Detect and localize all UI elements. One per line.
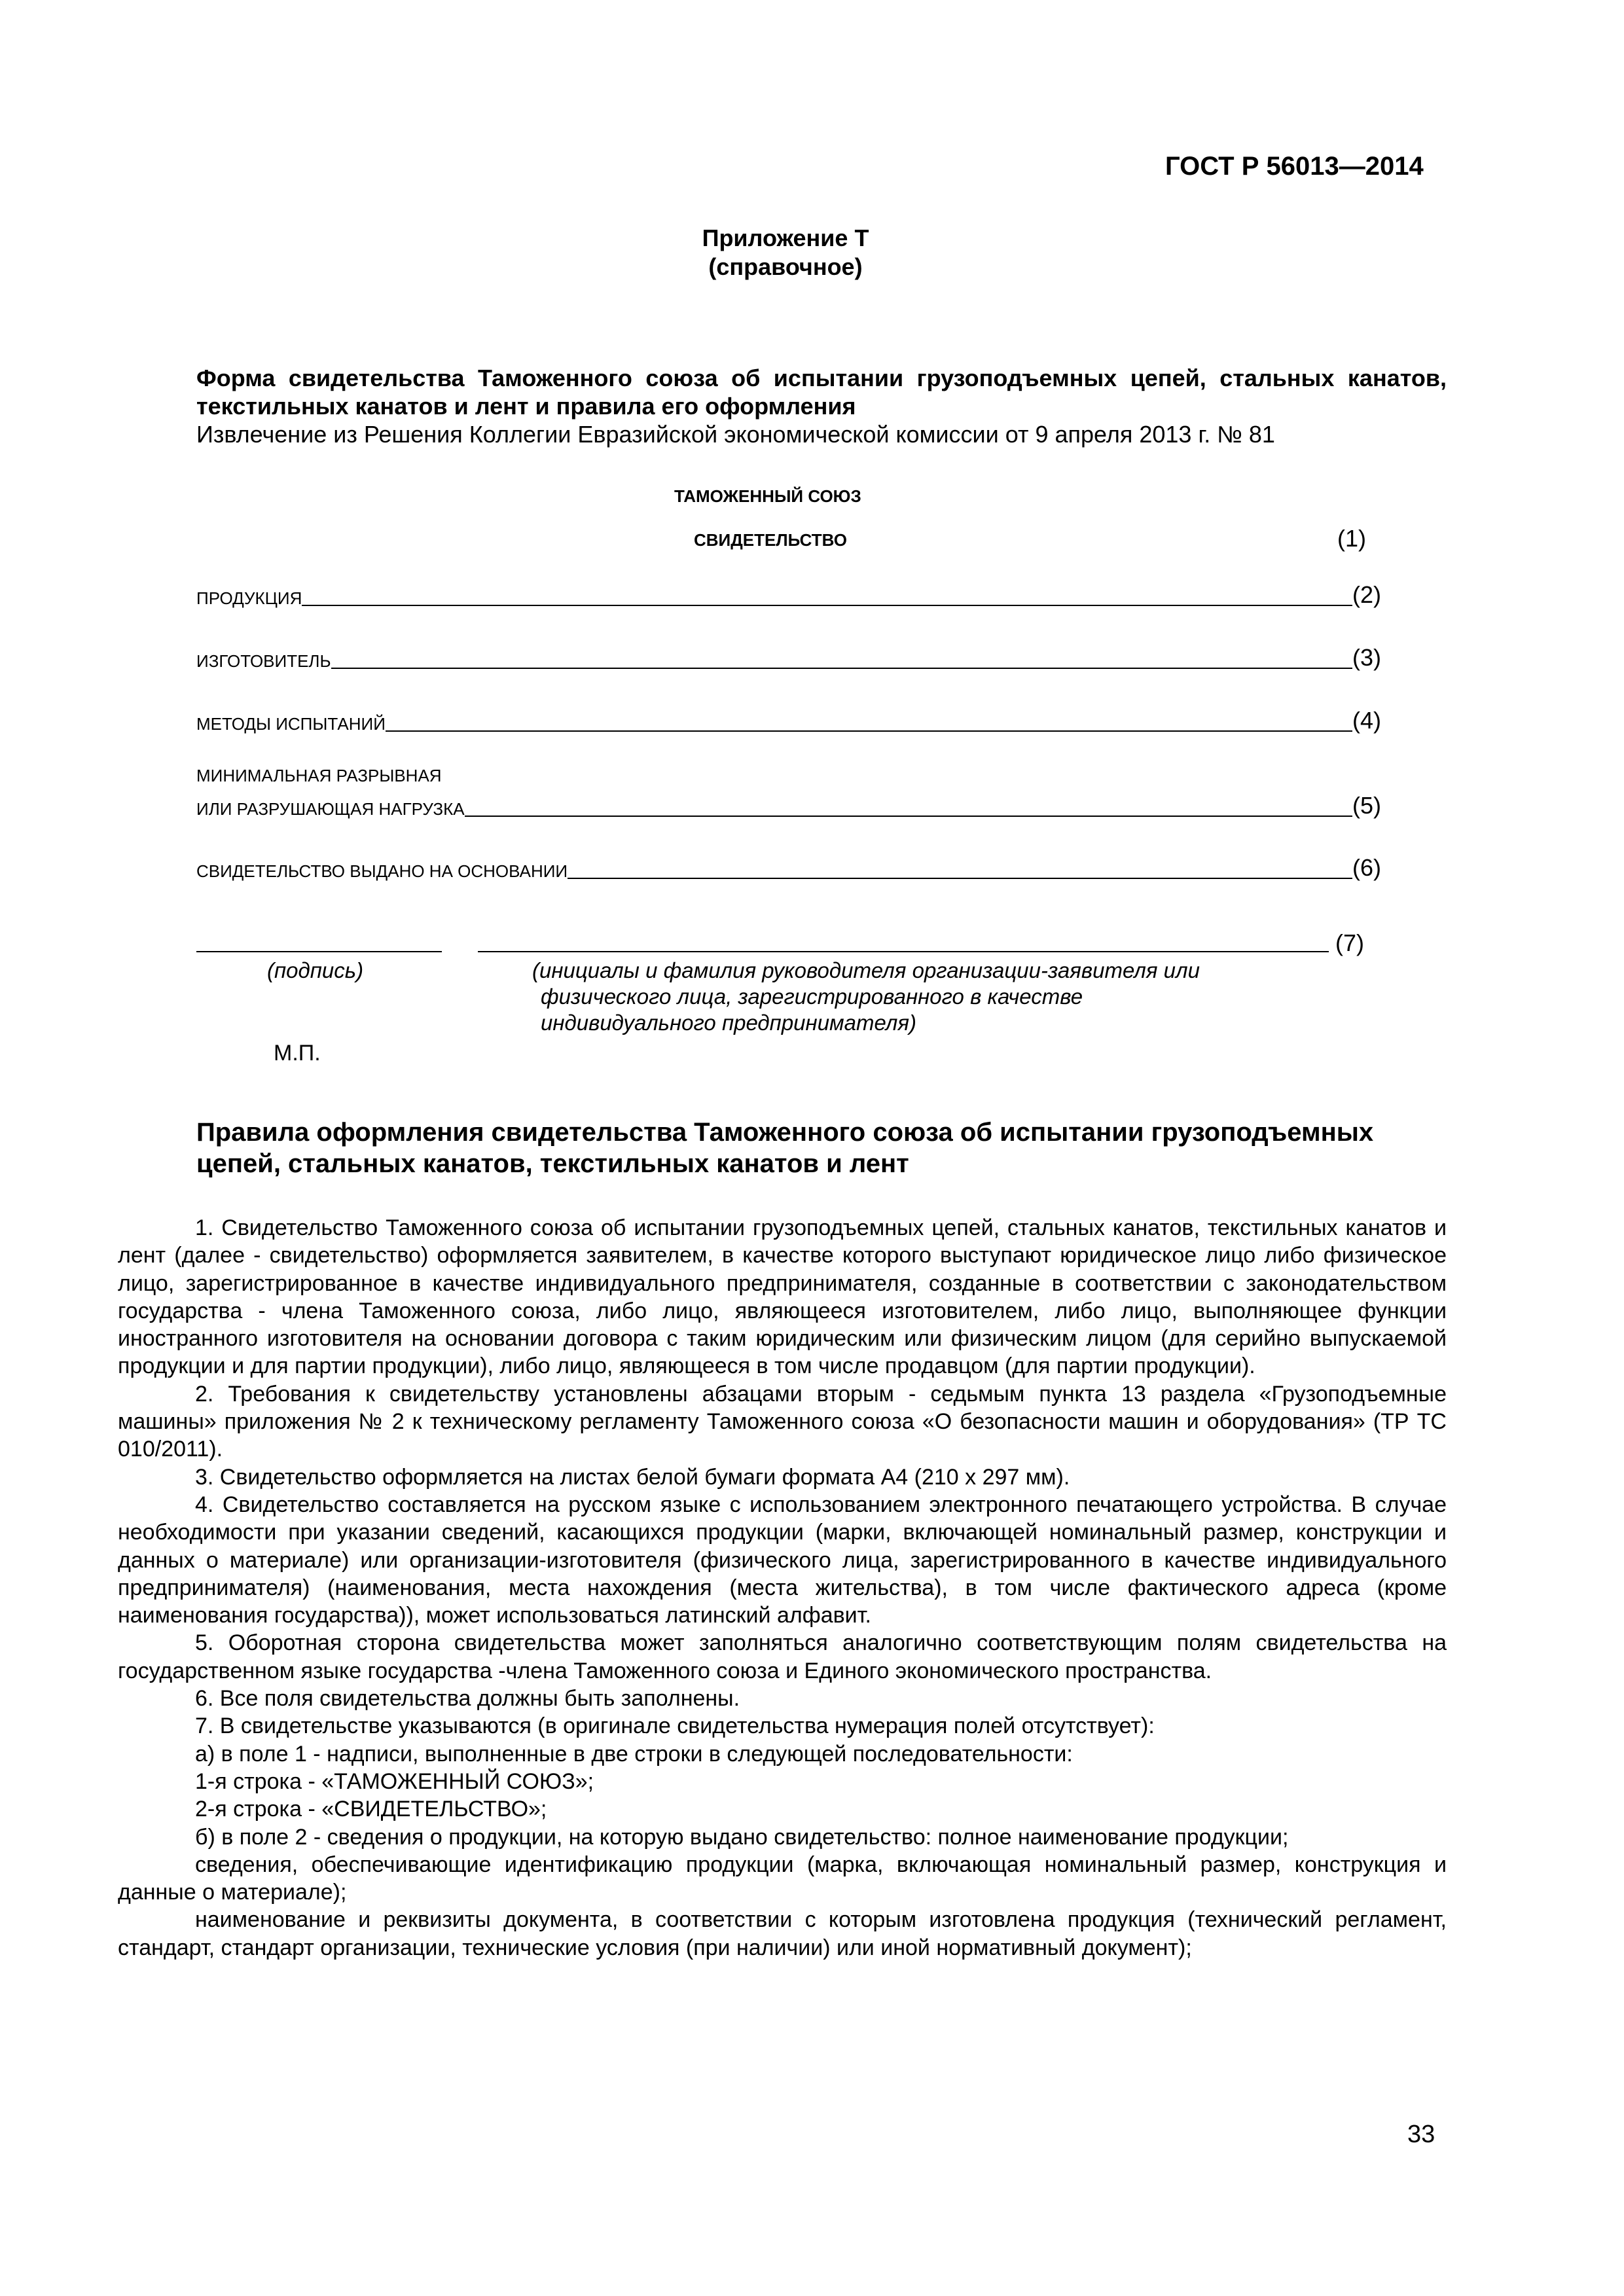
certificate-caption-certificate: СВИДЕТЕЛЬСТВО	[694, 530, 847, 550]
certificate-caption-customs-union: ТАМОЖЕННЫЙ СОЮЗ	[674, 486, 861, 506]
rules-item-b-identification: сведения, обеспечивающие идентификацию продукции (марка, включающая номинальный размер, конструкция и данные о материале);	[118, 1852, 1447, 1905]
name-caption-line1: (инициалы и фамилия руководителя организации-заявителя или	[532, 958, 1200, 982]
field-line-issued-basis	[568, 878, 1352, 879]
standard-designation: ГОСТ Р 56013—2014	[1165, 152, 1424, 181]
signature-line	[196, 951, 442, 952]
rules-paragraph-7: 7. В свидетельстве указываются (в оригинале свидетельства нумерация полей отсутствует):	[195, 1713, 1155, 1739]
rules-item-b-document: наименование и реквизиты документа, в соответствии с которым изготовлена продукция (технический регламент, стандарт, стандарт организации, технические условия (при наличии) или иной нормативный документ);	[118, 1907, 1447, 1960]
rules-paragraph-1: 1. Свидетельство Таможенного союза об испытании грузоподъемных цепей, стальных канатов, текстильных канатов и лент (далее - свидетельство) оформляется заявителем, в качестве которого выступают юридическое лицо либо физическое лицо, зарегистрированное в качестве индивидуального предпринимателя, созданные в соответствии с законодательством государства - члена Таможенного союза, либо лицо, являющееся изготовителем, либо лицо, выполняющее функции иностранного изготовителя на основании договора с таким юридическим или физическим лицом (для серийно выпускаемой продукции и для партии продукции), либо лицо, являющееся в том числе продавцом (для партии продукции).	[118, 1215, 1447, 1379]
field-label-min-load: ИЛИ РАЗРУШАЮЩАЯ НАГРУЗКА	[196, 799, 465, 819]
form-field-test-methods	[196, 707, 1381, 734]
rules-item-b: б) в поле 2 - сведения о продукции, на которую выдано свидетельство: полное наименование продукции;	[195, 1824, 1289, 1850]
name-caption-line3: индивидуального предпринимателя)	[541, 1011, 917, 1035]
rules-paragraph-6: 6. Все поля свидетельства должны быть заполнены.	[195, 1686, 740, 1712]
rules-paragraph-3: 3. Свидетельство оформляется на листах белой бумаги формата А4 (210 х 297 мм).	[195, 1464, 1070, 1490]
field-line-manufacturer	[331, 668, 1352, 669]
field-label-manufacturer: ИЗГОТОВИТЕЛЬ	[196, 651, 331, 671]
field-label-product: ПРОДУКЦИЯ	[196, 588, 302, 608]
rules-paragraph-5: 5. Оборотная сторона свидетельства может заполняться аналогично соответствующим полям свидетельства на государственном языке государства -члена Таможенного союза и Единого экономического пространства.	[118, 1630, 1447, 1683]
stamp-place-label: М.П.	[274, 1041, 321, 1066]
field-number-2: (2)	[1352, 581, 1381, 608]
field-number-1: (1)	[1337, 525, 1366, 552]
field-number-4: (4)	[1352, 707, 1381, 734]
rules-paragraph-2: 2. Требования к свидетельству установлены абзацами вторым - седьмым пункта 13 раздела «Грузоподъемные машины» приложения № 2 к техническому регламенту Таможенного союза «О безопасности машин и оборудования» (ТР ТС 010/2011).	[118, 1381, 1447, 1462]
field-line-product	[302, 605, 1352, 606]
rules-title: Правила оформления свидетельства Таможенного союза об испытании грузоподъемных цепей, стальных канатов, текстильных канатов и лент	[196, 1118, 1374, 1178]
rules-body	[118, 1214, 1447, 1962]
appendix-type: (справочное)	[708, 253, 863, 280]
page-number: 33	[1407, 2121, 1435, 2148]
form-field-manufacturer	[196, 644, 1381, 672]
form-field-min-load	[196, 792, 1381, 819]
rules-line-1: 1-я строка - «ТАМОЖЕННЫЙ СОЮЗ»;	[195, 1768, 594, 1794]
appendix-title: Приложение Т	[702, 224, 869, 251]
signature-caption: (подпись)	[267, 958, 364, 982]
form-field-issued-basis	[196, 854, 1381, 882]
field-number-5: (5)	[1352, 792, 1381, 819]
field-line-test-methods	[386, 730, 1352, 732]
field-label-min-load-line1: МИНИМАЛЬНАЯ РАЗРЫВНАЯ	[196, 766, 442, 785]
name-line	[478, 951, 1329, 952]
form-source-note: Извлечение из Решения Коллегии Евразийской экономической комиссии от 9 апреля 2013 г. № 81	[196, 421, 1275, 448]
field-number-6: (6)	[1352, 854, 1381, 881]
rules-paragraph-4: 4. Свидетельство составляется на русском языке с использованием электронного печатающего устройства. В случае необходимости при указании сведений, касающихся продукции (марки, включающей номинальный размер, конструкции и данных о материале) или организации-изготовителя (физического лица, зарегистрированного в качестве индивидуального предпринимателя) (наименования, места нахождения (места жительства), в том числе фактического адреса (кроме наименования государства)), может использоваться латинский алфавит.	[118, 1492, 1447, 1628]
rules-item-a: а) в поле 1 - надписи, выполненные в две строки в следующей последовательности:	[195, 1741, 1073, 1767]
appendix-heading	[589, 224, 982, 281]
form-section-header	[196, 364, 1447, 448]
name-caption-line2: физического лица, зарегистрированного в качестве	[541, 984, 1083, 1009]
field-number-7: (7)	[1335, 929, 1364, 956]
field-line-min-load	[465, 816, 1352, 817]
field-number-3: (3)	[1352, 644, 1381, 671]
form-section-title: Форма свидетельства Таможенного союза об испытании грузоподъемных цепей, стальных канатов, текстильных канатов и лент и правила его оформления	[196, 365, 1447, 420]
field-label-test-methods: МЕТОДЫ ИСПЫТАНИЙ	[196, 714, 386, 734]
form-field-product	[196, 581, 1381, 609]
rules-line-2: 2-я строка - «СВИДЕТЕЛЬСТВО»;	[195, 1797, 547, 1822]
field-label-issued-basis: СВИДЕТЕЛЬСТВО ВЫДАНО НА ОСНОВАНИИ	[196, 861, 568, 881]
